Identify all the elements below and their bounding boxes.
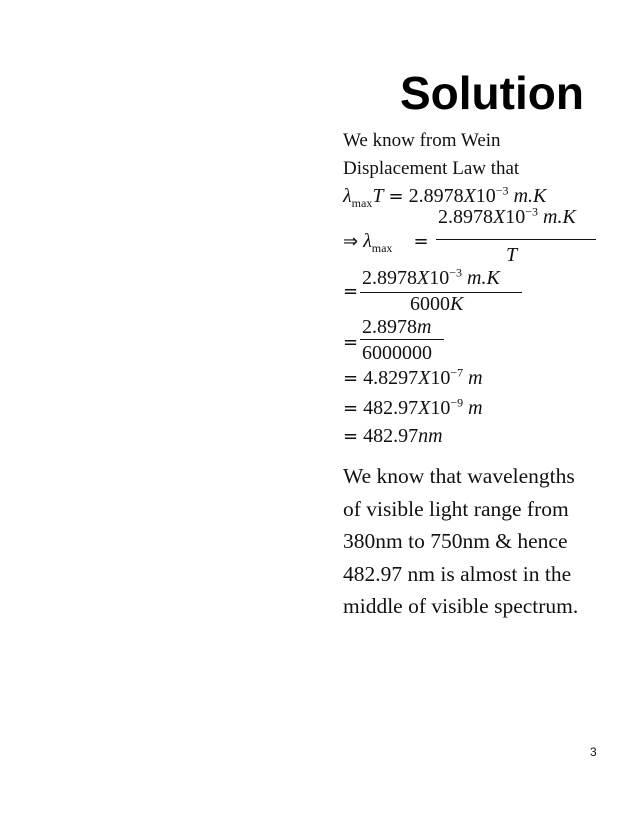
fraction-denominator: T: [506, 244, 518, 266]
unit: m.K: [467, 267, 500, 289]
equals-sign: =: [343, 398, 359, 419]
exponent: −3: [525, 204, 538, 219]
times-x: X: [418, 367, 431, 389]
coefficient: 2.8978: [362, 267, 417, 289]
conclusion-line-4: 482.97 nm is almost in the: [343, 561, 572, 586]
equals-sign: =: [388, 186, 404, 207]
numerator-value: 2.8978: [362, 316, 417, 338]
coefficient: 482.97: [363, 425, 419, 447]
conclusion-line-1: We know that wavelengths: [343, 464, 575, 488]
page-number: 3: [590, 745, 597, 759]
fraction-denominator: [410, 292, 463, 316]
ten-base: 10: [475, 185, 496, 207]
lambda-symbol: λ: [363, 230, 372, 252]
coefficient: 482.97: [363, 397, 419, 419]
max-subscript: max: [371, 241, 393, 255]
fraction-numerator: [362, 266, 500, 290]
max-subscript: max: [351, 196, 373, 210]
equation-lambda-max: [343, 229, 429, 254]
equation-result-1: [343, 366, 483, 391]
equals-sign: =: [343, 426, 359, 447]
unit: m.K: [543, 206, 576, 228]
equation-result-final: [343, 424, 443, 449]
fraction-bar: [360, 339, 444, 340]
exponent: −3: [449, 265, 462, 280]
exponent: −7: [450, 365, 464, 380]
intro-line-1: We know from Wein: [343, 130, 501, 151]
ten-base: 10: [430, 367, 451, 389]
denominator-value: 6000: [410, 293, 450, 315]
times-x: X: [418, 397, 431, 419]
conclusion-line-3: 380nm to 750nm & hence: [343, 529, 568, 553]
unit: m: [468, 367, 483, 389]
implies-arrow: ⇒: [343, 231, 359, 252]
times-x: X: [493, 206, 506, 228]
equals-sign: =: [343, 281, 359, 302]
conclusion-paragraph: [343, 460, 633, 623]
coefficient: 2.8978: [438, 206, 493, 228]
equals-eq3: [343, 279, 358, 304]
times-x: X: [417, 267, 430, 289]
exponent: −3: [495, 183, 509, 198]
unit: nm: [418, 425, 443, 447]
exponent: −9: [450, 395, 464, 410]
ten-base: 10: [429, 267, 450, 289]
unit: m: [468, 397, 483, 419]
ten-base: 10: [505, 206, 526, 228]
denominator-unit: K: [450, 293, 464, 315]
temperature-symbol: T: [372, 185, 384, 207]
coefficient: 2.8978: [408, 185, 464, 207]
unit: m.K: [513, 185, 547, 207]
equation-result-2: [343, 396, 483, 421]
page-title: Solution: [400, 67, 584, 119]
times-x: X: [463, 185, 476, 207]
conclusion-line-5: middle of visible spectrum.: [343, 594, 579, 618]
intro-line-2: Displacement Law that: [343, 158, 520, 179]
equals-sign: =: [343, 368, 359, 389]
equals-eq4: [343, 330, 358, 355]
equals-sign: =: [413, 231, 429, 252]
lambda-symbol: λ: [343, 185, 352, 207]
fraction-bar: [436, 239, 596, 240]
ten-base: 10: [430, 397, 451, 419]
equals-sign: =: [343, 332, 359, 353]
fraction-numerator: [362, 315, 431, 339]
fraction-denominator: 6000000: [362, 342, 432, 364]
numerator-unit: m: [417, 316, 432, 338]
conclusion-line-2: of visible light range from: [343, 496, 569, 521]
coefficient: 4.8297: [363, 367, 419, 389]
fraction-numerator: [438, 205, 576, 229]
